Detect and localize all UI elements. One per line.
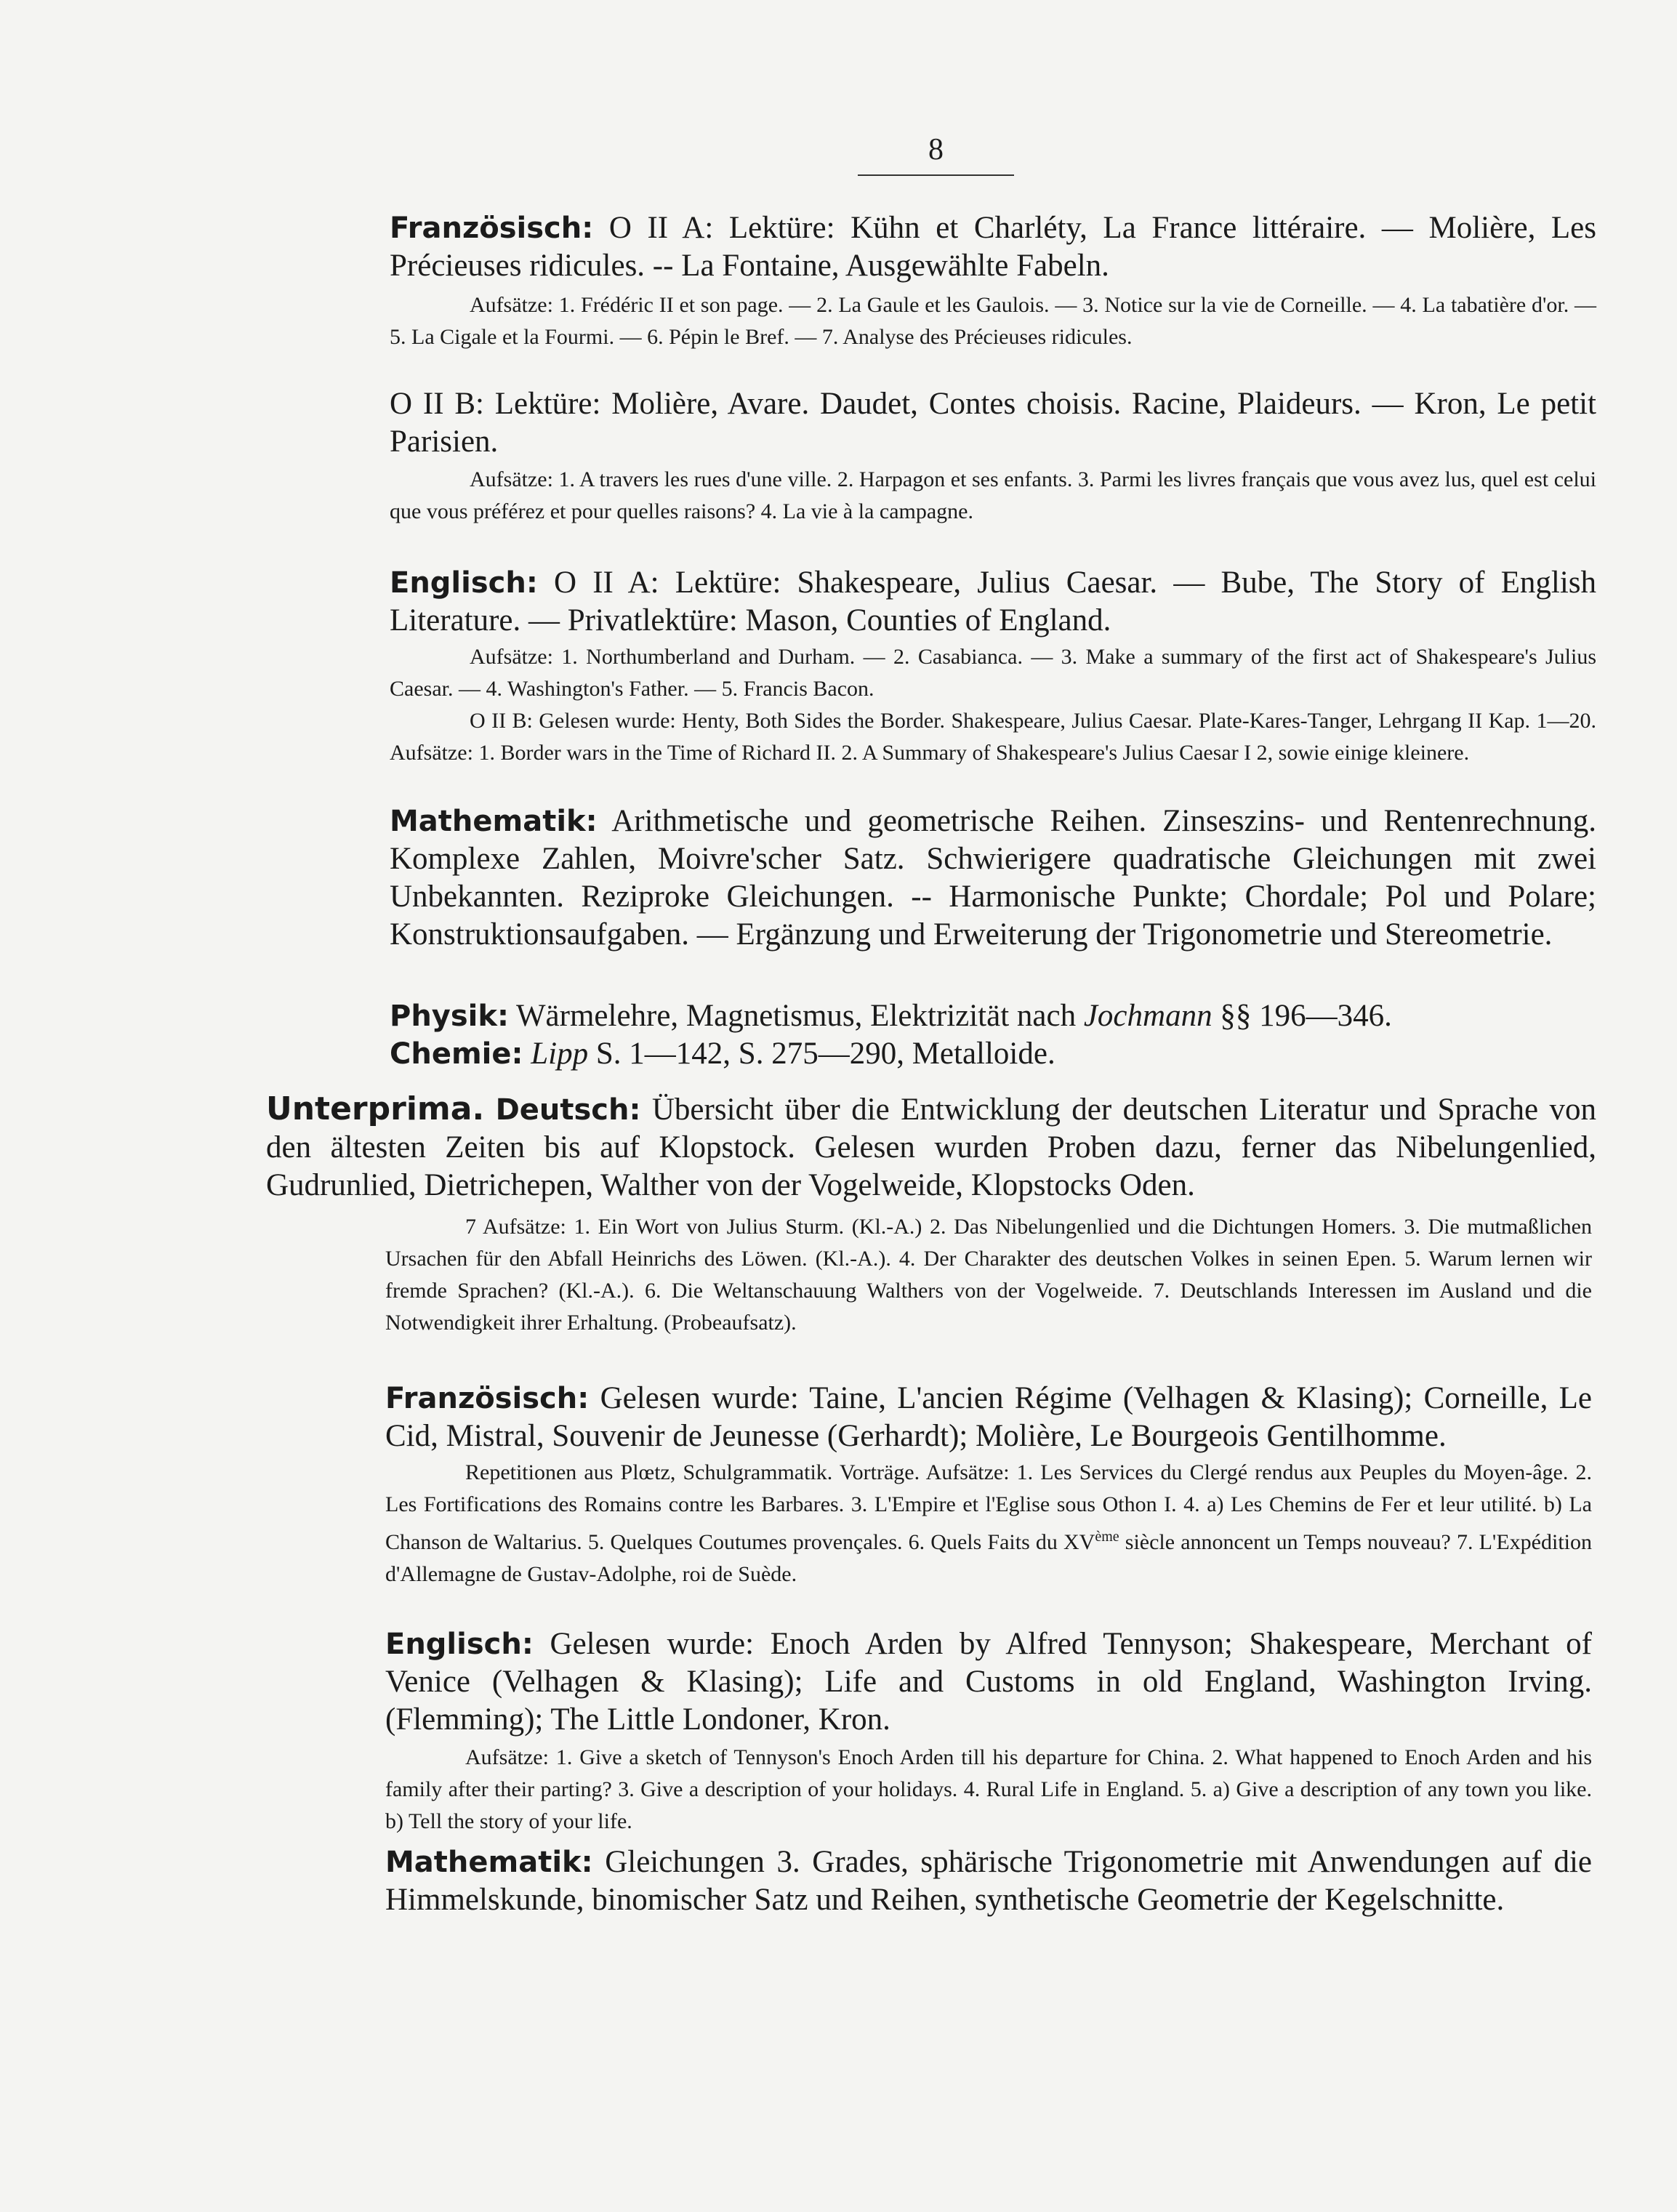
- chemie-author: Lipp: [531, 1037, 589, 1071]
- deutsch-heading: Deutsch:: [495, 1093, 641, 1127]
- engl-oiia-text: O II A: Lektüre: Shakespeare, Julius Caesar. — Bube, The Story of English Literature. — Privatlektüre: Mason, Counties of England.: [390, 566, 1597, 638]
- engl-oiib-paragraph: O II B: Gelesen wurde: Henty, Both Sides the Border. Shakespeare, Julius Caesar. Plate-Kares-Tanger, Lehrgang II Kap. 1—20. Aufsätze: 1. Border wars in the Time of Richard II. 2. A Summary of Shakespeare's Julius Caesar I 2, sowie einige kleinere.: [390, 709, 1596, 765]
- unter-engl-essays: Aufsätze: 1. Give a sketch of Tennyson's Enoch Arden till his departure for China. 2. What happened to Enoch Arden and his family after their parting? 3. Give a description of your holidays. 4. Rural Life in England. 5. a) Give a description of any town you like. b) Tell the story of your life.: [385, 1745, 1592, 1833]
- physik-text-after: §§ 196—346.: [1220, 999, 1392, 1033]
- mathe-paragraph: [390, 803, 1596, 954]
- physik-heading: Physik:: [390, 1000, 509, 1033]
- franz-oiib-paragraph: O II B: Lektüre: Molière, Avare. Daudet, Contes choisis. Racine, Plaideurs. — Kron, Le petit Parisien.: [390, 387, 1596, 459]
- unter-mathe-paragraph: [385, 1843, 1592, 1919]
- franz-oiib-essays: Aufsätze: 1. A travers les rues d'une ville. 2. Harpagon et ses enfants. 3. Parmi les livres français que vous avez lus, quel est celui que vous préférez et pour quelles raisons? 4. La vie à la campagne.: [390, 467, 1596, 523]
- unterprima-deutsch-paragraph: [266, 1090, 1596, 1204]
- unter-engl-paragraph: [385, 1625, 1592, 1739]
- physik-text-before: Wärmelehre, Magnetismus, Elektrizität nach: [515, 999, 1077, 1033]
- unter-franz-essays-after: siècle annoncent un Temps nouveau? 7. L'Expédition d'Allemagne de Gustav-Adolphe, roi de Suède.: [385, 1530, 1592, 1586]
- unter-franz-text: Gelesen wurde: Taine, L'ancien Régime (Velhagen & Klasing); Corneille, Le Cid, Mistral, Souvenir de Jeunesse (Gerhardt); Molière, Le Bourgeois Gentilhomme.: [385, 1381, 1593, 1453]
- franz-oiia-paragraph: [390, 209, 1596, 285]
- physik-paragraph: [390, 997, 1596, 1035]
- franz-oiia-essays: Aufsätze: 1. Frédéric II et son page. — 2. La Gaule et les Gaulois. — 3. Notice sur la vie de Corneille. — 4. La tabatière d'or. — 5. La Cigale et la Fourmi. — 6. Pépin le Bref. — 7. Analyse des Précieuses ridicules.: [390, 293, 1596, 349]
- unter-engl-heading: Englisch:: [385, 1628, 534, 1661]
- unter-engl-text: Gelesen wurde: Enoch Arden by Alfred Tennyson; Shakespeare, Merchant of Venice (Velhagen & Klasing); Life and Customs in old England, Washington Irving. (Flemming); The Little Londoner, Kron.: [385, 1627, 1592, 1737]
- unter-mathe-heading: Mathematik:: [385, 1846, 593, 1879]
- mathe-heading: Mathematik:: [390, 805, 598, 838]
- unter-franz-essays: [385, 1457, 1592, 1590]
- franz-heading: Französisch:: [390, 212, 594, 245]
- unter-franz-paragraph: [385, 1380, 1592, 1455]
- unter-franz-essays-before: Repetitionen aus Plœtz, Schulgrammatik. Vorträge. Aufsätze: 1. Les Services du Clergé rendus aux Peuples du Moyen-âge. 2. Les Fortifications des Romains contre les Barbares. 3. L'Empire et l'Eglise sous Othon I. 4. a) Les Chemins de Fer et leur utilité. b) La Chanson de Waltarius. 5. Quelques Coutumes provençales. 6. Quels Faits du XV: [385, 1460, 1592, 1554]
- deutsch-essays: 7 Aufsätze: 1. Ein Wort von Julius Sturm. (Kl.-A.) 2. Das Nibelungenlied und die Dichtungen Homers. 3. Die mutmaßlichen Ursachen für den Abfall Heinrichs des Löwen. (Kl.-A.). 4. Der Charakter des deutschen Volkes in seinen Epen. 5. Warum lernen wir fremde Sprachen? (Kl.-A.). 6. Die Weltanschauung Walthers von der Vogelweide. 7. Deutschlands Interessen im Ausland und die Notwendigkeit ihrer Erhaltung. (Probeaufsatz).: [385, 1215, 1592, 1335]
- unterprima-label: Unterprima.: [266, 1090, 485, 1127]
- chemie-text: S. 1—142, S. 275—290, Metalloide.: [595, 1037, 1055, 1071]
- engl-oiia-essays: Aufsätze: 1. Northumberland and Durham. — 2. Casabianca. — 3. Make a summary of the first act of Shakespeare's Julius Caesar. — 4. Washington's Father. — 5. Francis Bacon.: [390, 645, 1596, 701]
- deutsch-text: Übersicht über die Entwicklung der deutschen Literatur und Sprache von den ältesten Zeiten bis auf Klopstock. Gelesen wurden Proben dazu, ferner das Nibelungenlied, Gudrunlied, Dietrichepen, Walther von der Vogelweide, Klopstocks Oden.: [266, 1093, 1596, 1202]
- unter-mathe-text: Gleichungen 3. Grades, sphärische Trigonometrie mit Anwendungen auf die Himmelskunde, binomischer Satz und Reihen, synthetische Geometrie der Kegelschnitte.: [385, 1845, 1592, 1917]
- unter-franz-essays-sup: ème: [1095, 1529, 1119, 1545]
- franz-oiia-text: O II A: Lektüre: Kühn et Charléty, La France littéraire. — Molière, Les Précieuses ridicules. -- La Fontaine, Ausgewählte Fabeln.: [390, 211, 1596, 283]
- engl-oiia-paragraph: [390, 564, 1596, 640]
- unter-franz-heading: Französisch:: [385, 1382, 590, 1415]
- chemie-paragraph: [390, 1035, 1596, 1073]
- engl-heading: Englisch:: [390, 566, 538, 600]
- page-number-rule: [858, 174, 1014, 176]
- mathe-text: Arithmetische und geometrische Reihen. Zinseszins- und Rentenrechnung. Komplexe Zahlen, Moivre'scher Satz. Schwierigere quadratische Gleichungen mit zwei Unbekannten. Reziproke Gleichungen. -- Harmonische Punkte; Chordale; Pol und Polare; Konstruktionsaufgaben. — Ergänzung und Erweiterung der Trigonometrie und Stereometrie.: [390, 804, 1596, 952]
- physik-author: Jochmann: [1083, 999, 1212, 1033]
- page-number: 8: [928, 133, 944, 166]
- chemie-heading: Chemie:: [390, 1037, 523, 1071]
